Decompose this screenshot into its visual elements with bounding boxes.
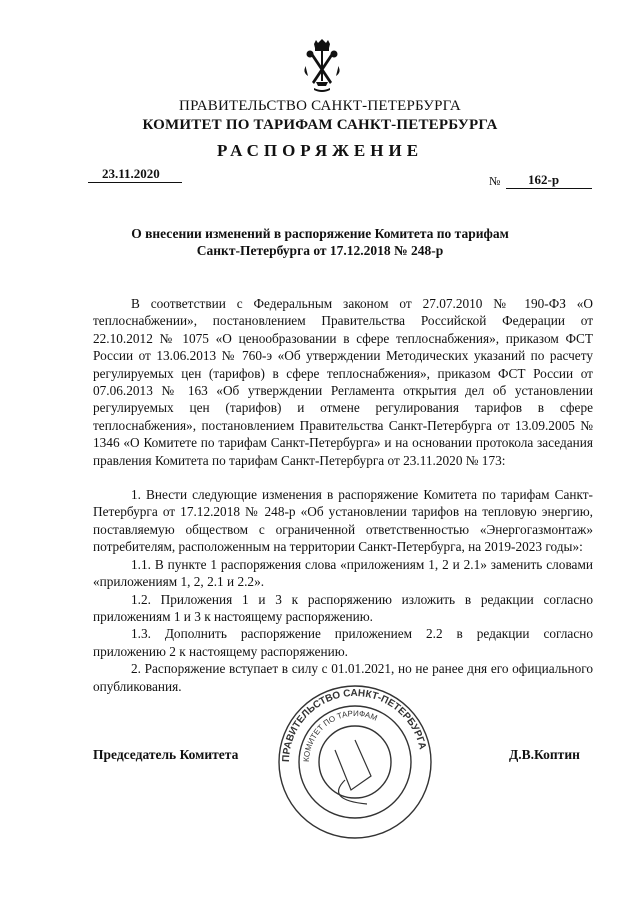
signatory-position: Председатель Комитета <box>93 747 239 762</box>
order-number-label: № <box>489 174 501 188</box>
document-type: РАСПОРЯЖЕНИЕ <box>216 141 424 160</box>
signatory-name: Д.В.Коптин <box>509 747 580 762</box>
title-line-2: Санкт-Петербурга от 17.12.2018 № 248-р <box>196 243 444 258</box>
government-name: ПРАВИТЕЛЬСТВО САНКТ-ПЕТЕРБУРГА <box>179 98 461 114</box>
svg-text:КОМИТЕТ ПО ТАРИФАМ <box>302 709 379 762</box>
stamp-outer-text: ПРАВИТЕЛЬСТВО САНКТ-ПЕТЕРБУРГА <box>280 687 428 763</box>
official-stamp <box>275 680 435 845</box>
title-line-1: О внесении изменений в распоряжение Комитета по тарифам <box>131 226 509 241</box>
order-date: 23.11.2020 <box>88 166 182 183</box>
clause-1-2: 1.2. Приложения 1 и 3 к распоряжению изложить в редакции согласно приложениям 1 и 3 к настоящему распоряжению. <box>93 591 593 624</box>
coat-of-arms-icon <box>300 38 344 94</box>
clause-1: 1. Внести следующие изменения в распоряжение Комитета по тарифам Санкт-Петербурга от 17.12.2018 № 248-р «Об установлении тарифов на тепловую энергию, поставляемую обществом с ограниченной ответственностью «Энергогазмонтаж» потребителям, расположенным на территории Санкт-Петербурга, на 2019-2023 годы»: <box>93 487 593 555</box>
document-title <box>100 225 540 259</box>
committee-name: КОМИТЕТ ПО ТАРИФАМ САНКТ-ПЕТЕРБУРГА <box>142 117 498 133</box>
preamble-paragraph: В соответствии с Федеральным законом от 27.07.2010 № 190-ФЗ «О теплоснабжении», постановлением Правительства Российской Федерации от 22.10.2012 № 1075 «О ценообразовании в сфере теплоснабжения», приказом ФСТ России от 13.06.2013 № 760-э «Об утверждении Методических указаний по расчету регулируемых цен (тарифов) в сфере теплоснабжения», приказом ФСТ России от 07.06.2013 № 163 «Об утверждении Регламента открытия дел об установлении регулируемых цен (тарифов) и отмене регулирования тарифов в сфере теплоснабжения», постановлением Правительства Санкт-Петербурга от 13.09.2005 № 1346 «О Комитете по тарифам Санкт-Петербурга» и на основании протокола заседания правления Комитета по тарифам Санкт-Петербурга от 23.11.2020 № 173: <box>93 296 593 468</box>
document-body <box>93 295 593 695</box>
clause-2: 2. Распоряжение вступает в силу с 01.01.2021, но не ранее дня его официального опубликования. <box>93 661 593 694</box>
order-number: 162-р <box>506 172 592 189</box>
clause-1-1: 1.1. В пункте 1 распоряжения слова «приложениям 1, 2 и 2.1» заменить словами «приложениям 1, 2, 2.1 и 2.2». <box>93 556 593 590</box>
svg-text:ПРАВИТЕЛЬСТВО САНКТ-ПЕТЕРБУРГА <box>281 688 428 762</box>
clause-1-3: 1.3. Дополнить распоряжение приложением 2.2 в редакции согласно приложению 2 к настоящему распоряжению. <box>93 626 593 659</box>
stamp-inner-text: КОМИТЕТ ПО ТАРИФАМ <box>301 708 379 763</box>
